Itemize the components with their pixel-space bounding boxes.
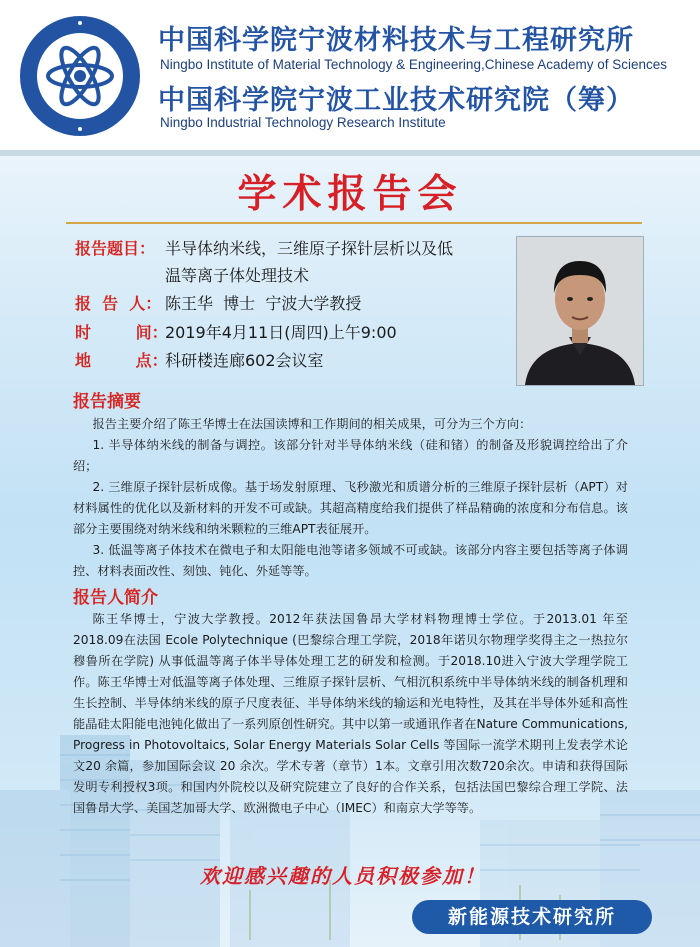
department-badge: 新能源技术研究所 bbox=[412, 900, 652, 934]
topic-value-line1: 半导体纳米线，三维原子探针层析以及低 bbox=[165, 239, 454, 258]
speaker-photo bbox=[516, 236, 644, 386]
bio-title: 报告人简介 bbox=[73, 588, 158, 608]
place-value: 科研楼连廊602会议室 bbox=[165, 351, 324, 370]
speaker-value: 陈王华 博士 宁波大学教授 bbox=[165, 294, 362, 313]
page-title: 学术报告会 bbox=[237, 171, 463, 217]
header-divider bbox=[0, 150, 700, 156]
topic-value-line2: 温等离子体处理技术 bbox=[165, 266, 310, 285]
time-value: 2019年4月11日(周四)上午9:00 bbox=[165, 323, 397, 342]
institute1-cn: 中国科学院宁波材料技术与工程研究所 bbox=[158, 25, 634, 56]
institute2-en: Ningbo Industrial Technology Research Institute bbox=[160, 115, 446, 130]
bio-paragraph: 陈王华博士，宁波大学教授。2012年获法国鲁昂大学材料物理博士学位。于2013.01 年至2018.09在法国 Ecole Polytechnique (巴黎综合理工学院，2018年诺贝尔物理学奖得主之一热拉尔 穆鲁所在学院) 从事低温等离子体半导体处理工艺的研发和检测。于2018.10进入宁波大学理学院工作。陈王华博士对低温等离子体处理、三维原子探针层析、气相沉积系统中半导体纳米线的制备机理和生长控制、半导体纳米线的原子尺度表征、半导体纳米线的输运和光电特性，及其在半导体外延和高性能晶硅太阳能电池钝化做出了一系列原创性研究。其中以第一或通讯作者在Nature Communications, Progress in Photovoltaics, Solar Energy Materials Solar Cells 等国际一流学术期刊上发表学术论文20 余篇，参加国际会议 20 余次。学术专著（章节）1本。文章引用次数720余次。申请和获得国际发明专利授权3项。和国内外院校以及研究院建立了良好的合作关系，包括法国巴黎综合理工学院、法国鲁昂大学、美国芝加哥大学、欧洲微电子中心（IMEC）和南京大学等等。 bbox=[73, 612, 628, 815]
abstract-paragraph: 报告主要介绍了陈王华博士在法国读博和工作期间的相关成果，可分为三个方向： bbox=[92, 417, 532, 431]
cas-logo-icon bbox=[18, 14, 142, 138]
abstract-paragraph: 3. 低温等离子体技术在微电子和太阳能电池等诸多领域不可或缺。该部分内容主要包括等离子体调控、材料表面改性、刻蚀、钝化、外延等等。 bbox=[73, 543, 628, 578]
abstract-title: 报告摘要 bbox=[73, 392, 141, 412]
title-rule bbox=[66, 222, 642, 224]
institute2-cn: 中国科学院宁波工业技术研究院（筹） bbox=[158, 85, 634, 116]
abstract-paragraph: 1. 半导体纳米线的制备与调控。该部分针对半导体纳米线（硅和锗）的制备及形貌调控给出了介绍； bbox=[73, 438, 628, 473]
time-label: 时 间： bbox=[75, 323, 168, 342]
abstract-paragraph: 2. 三维原子探针层析成像。基于场发射原理、飞秒激光和质谱分析的三维原子探针层析（APT）对材料属性的优化以及新材料的开发不可或缺。其超高精度给我们提供了样品精确的浓度和分布信息。该部分主要围绕对纳米线和纳米颗粒的三维APT表征展开。 bbox=[73, 480, 628, 536]
welcome-banner: 欢迎感兴趣的人员积极参加！ bbox=[200, 864, 486, 888]
institute1-en: Ningbo Institute of Material Technology & Engineering,Chinese Academy of Sciences bbox=[160, 57, 668, 72]
place-label: 地 点： bbox=[75, 351, 168, 370]
header bbox=[0, 0, 700, 150]
topic-label: 报告题目： bbox=[75, 239, 156, 258]
speaker-label: 报 告 人： bbox=[75, 294, 162, 313]
speaker-portrait-icon bbox=[517, 237, 643, 385]
